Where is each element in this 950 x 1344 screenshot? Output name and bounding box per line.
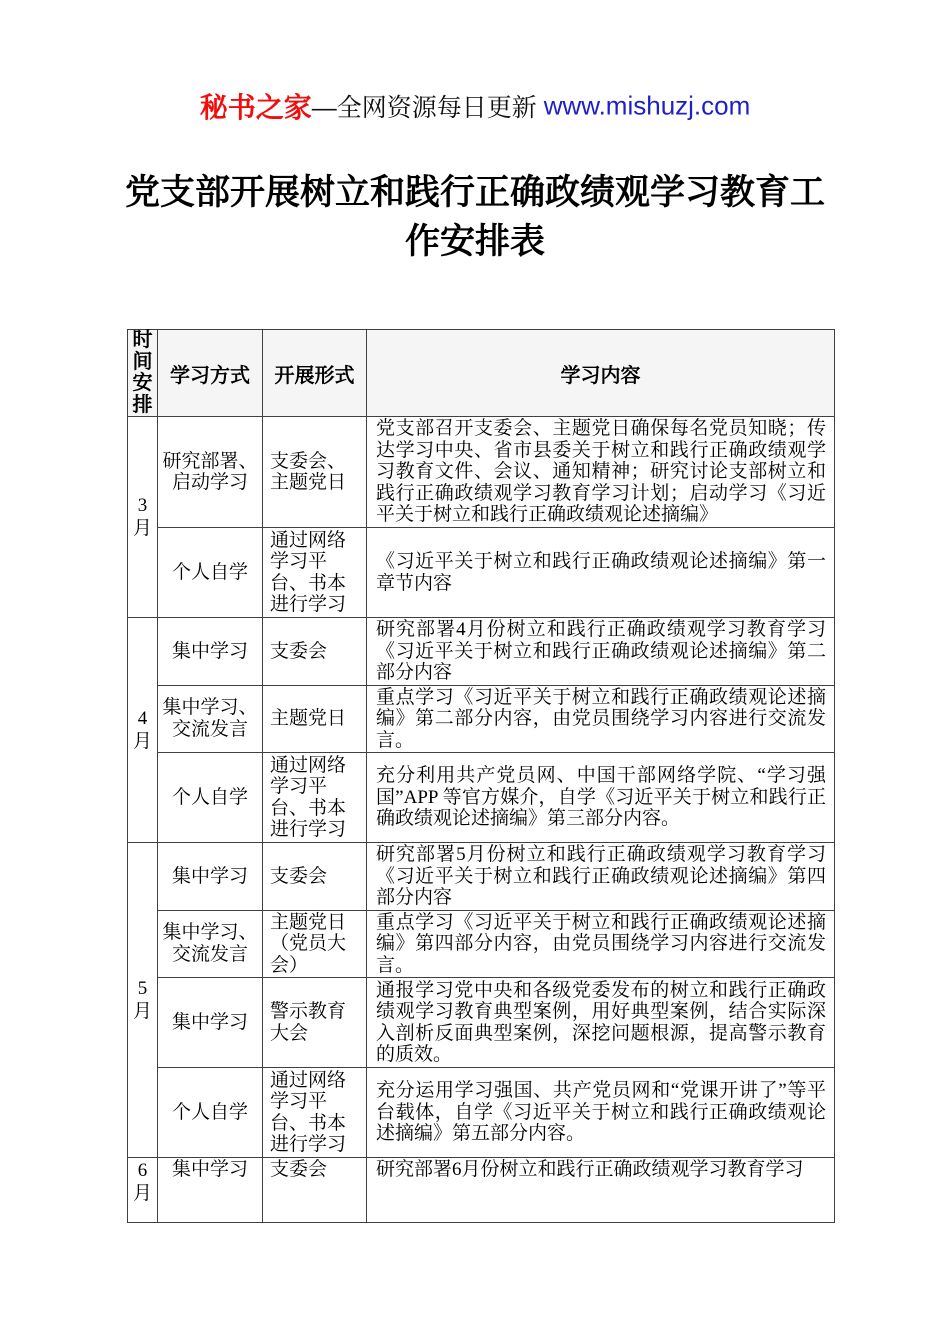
method-cell: 集中学习 bbox=[158, 618, 263, 686]
table-row bbox=[128, 1158, 835, 1223]
format-cell: 支委会 bbox=[263, 618, 367, 686]
schedule-table bbox=[127, 329, 835, 1223]
format-cell: 支委会、主题党日 bbox=[263, 417, 367, 528]
site-banner bbox=[0, 86, 950, 126]
method-cell: 个人自学 bbox=[158, 753, 263, 843]
month-cell: 3月 bbox=[128, 417, 158, 618]
method-cell: 集中学习 bbox=[158, 1158, 263, 1223]
method-cell: 集中学习 bbox=[158, 843, 263, 911]
format-cell: 警示教育大会 bbox=[263, 978, 367, 1068]
content-cell: 研究部署6月份树立和践行正确政绩观学习教育学习 bbox=[367, 1158, 835, 1223]
method-cell: 个人自学 bbox=[158, 528, 263, 618]
content-cell: 党支部召开支委会、主题党日确保每名党员知晓；传达学习中央、省市县委关于树立和践行正确政绩观学习教育文件、会议、通知精神；研究讨论支部树立和践行正确政绩观学习教育学习计划；启动学习《习近平关于树立和践行正确政绩观论述摘编》 bbox=[367, 417, 835, 528]
table-row bbox=[128, 528, 835, 618]
content-cell: 重点学习《习近平关于树立和践行正确政绩观论述摘编》第二部分内容，由党员围绕学习内容进行交流发言。 bbox=[367, 685, 835, 753]
table-row bbox=[128, 910, 835, 978]
format-cell: 支委会 bbox=[263, 843, 367, 911]
brand-name: 秘书之家 bbox=[199, 92, 312, 123]
content-cell: 研究部署5月份树立和践行正确政绩观学习教育学习《习近平关于树立和践行正确政绩观论述摘编》第四部分内容 bbox=[367, 843, 835, 911]
header-method: 学习方式 bbox=[158, 330, 263, 417]
method-cell: 集中学习、交流发言 bbox=[158, 910, 263, 978]
format-cell: 主题党日（党员大会） bbox=[263, 910, 367, 978]
header-content: 学习内容 bbox=[367, 330, 835, 417]
content-cell: 充分利用共产党员网、中国干部网络学院、“学习强国”APP 等官方媒介，自学《习近平关于树立和践行正确政绩观论述摘编》第三部分内容。 bbox=[367, 753, 835, 843]
table-row bbox=[128, 685, 835, 753]
method-cell: 集中学习、交流发言 bbox=[158, 685, 263, 753]
table-row bbox=[128, 417, 835, 528]
month-cell: 5月 bbox=[128, 843, 158, 1158]
method-cell: 集中学习 bbox=[158, 978, 263, 1068]
format-cell: 通过网络学习平台、书本进行学习 bbox=[263, 753, 367, 843]
content-cell: 充分运用学习强国、共产党员网和“党课开讲了”等平台载体，自学《习近平关于树立和践行正确政绩观论述摘编》第五部分内容。 bbox=[367, 1068, 835, 1158]
format-cell: 通过网络学习平台、书本进行学习 bbox=[263, 528, 367, 618]
table-row bbox=[128, 1068, 835, 1158]
month-cell: 4月 bbox=[128, 618, 158, 843]
content-cell: 通报学习党中央和各级党委发布的树立和践行正确政绩观学习教育典型案例，用好典型案例，结合实际深入剖析反面典型案例，深挖问题根源，提高警示教育的质效。 bbox=[367, 978, 835, 1068]
document-title: 党支部开展树立和践行正确政绩观学习教育工作安排表 bbox=[124, 173, 825, 261]
header-time: 时间安排 bbox=[128, 330, 158, 417]
method-cell: 研究部署、启动学习 bbox=[158, 417, 263, 528]
banner-tagline: —全网资源每日更新 bbox=[311, 94, 544, 122]
schedule-table-container bbox=[127, 329, 835, 1204]
content-cell: 研究部署4月份树立和践行正确政绩观学习教育学习《习近平关于树立和践行正确政绩观论述摘编》第二部分内容 bbox=[367, 618, 835, 686]
table-row bbox=[128, 618, 835, 686]
table-row bbox=[128, 843, 835, 911]
format-cell: 通过网络学习平台、书本进行学习 bbox=[263, 1068, 367, 1158]
content-cell: 重点学习《习近平关于树立和践行正确政绩观论述摘编》第四部分内容，由党员围绕学习内容进行交流发言。 bbox=[367, 910, 835, 978]
table-row bbox=[128, 753, 835, 843]
banner-url-link[interactable]: www.mishuzj.com bbox=[543, 90, 751, 121]
table-header-row bbox=[128, 330, 835, 417]
content-cell: 《习近平关于树立和践行正确政绩观论述摘编》第一章节内容 bbox=[367, 528, 835, 618]
format-cell: 支委会 bbox=[263, 1158, 367, 1223]
header-format: 开展形式 bbox=[263, 330, 367, 417]
format-cell: 主题党日 bbox=[263, 685, 367, 753]
month-cell: 6月 bbox=[128, 1158, 158, 1223]
table-row bbox=[128, 978, 835, 1068]
method-cell: 个人自学 bbox=[158, 1068, 263, 1158]
